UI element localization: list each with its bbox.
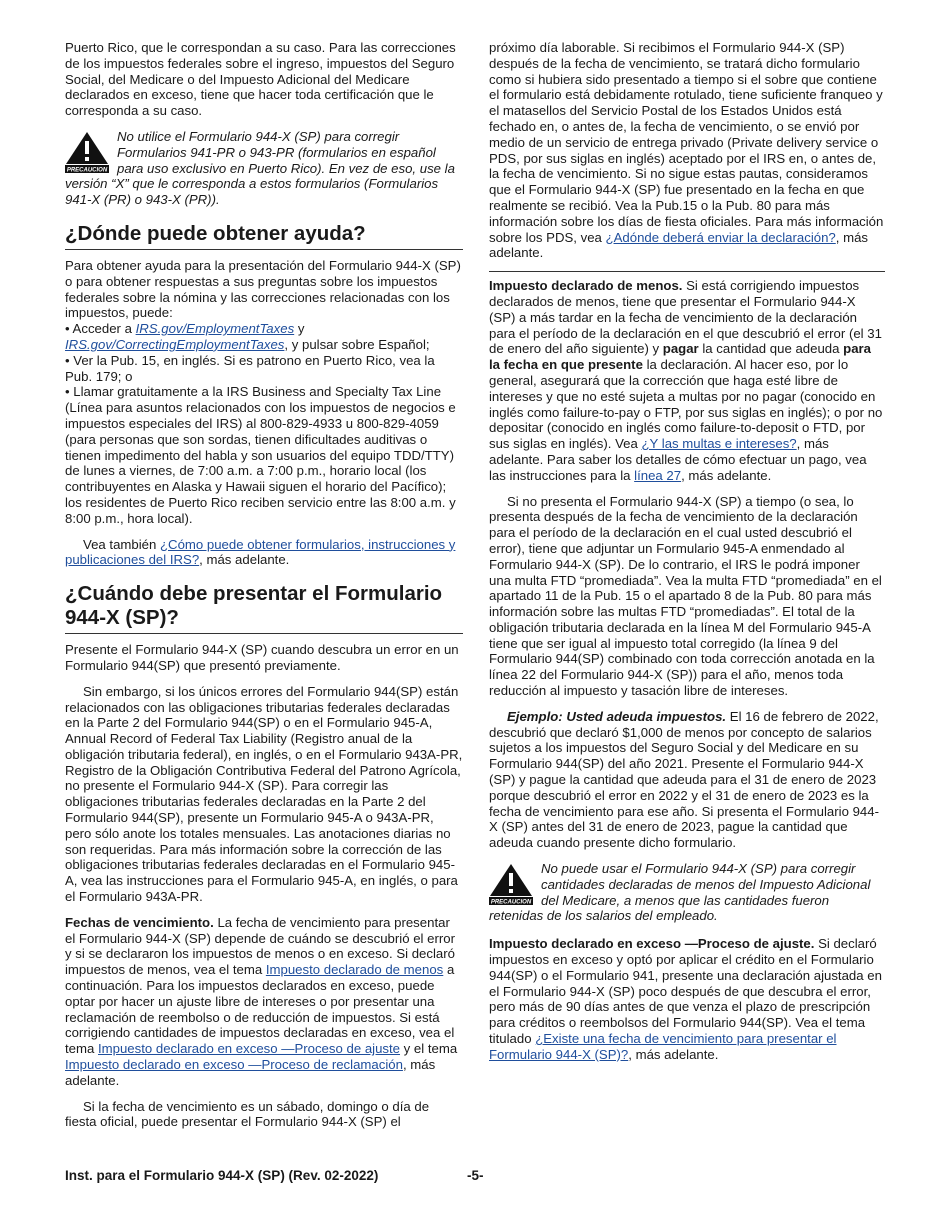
link-line-27[interactable]: línea 27 (634, 467, 682, 483)
link-get-forms[interactable]: ¿Cómo puede obtener formularios, instrucciones y publicaciones del IRS? (65, 536, 456, 568)
when-paragraph-1: Presente el Formulario 944-X (SP) cuando descubra un error en un Formulario 944(SP) que presentó previamente. (65, 642, 459, 673)
svg-text:PRECAUCION: PRECAUCION (66, 167, 108, 173)
see-also-paragraph: Vea también ¿Cómo puede obtener formularios, instrucciones y publicaciones del IRS?, más adelante. (65, 536, 456, 568)
caution-icon (65, 131, 109, 173)
link-correcting-employment-taxes[interactable]: IRS.gov/CorrectingEmploymentTaxes (65, 336, 285, 352)
underreported-paragraph: Impuesto declarado de menos. Si está corrigiendo impuestos declarados de menos, tiene que presentar el Formulario 944-X (SP) a más tardar en la fecha de vencimiento de la declaración para el período de la declaración en el que descubrió el error (el 31 de enero del año siguiente) y pagar la cantidad que adeuda para la fecha en que presente la declaración. Al hacer eso, por lo general, asegurará que la corrección que haga esté libre de intereses y que no esté sujeta a multas por no pagar (conocido en inglés como failure-to-pay o FTP, por sus siglas en inglés); o por no depositar (conocido en inglés como failure-to-deposit o FTD, por sus siglas en inglés). Vea ¿Y las multas e intereses?, más adelante. Para saber los detalles de cómo efectuar un pago, vea las instrucciones para la línea 27, más adelante. (489, 278, 883, 483)
caution-note-2 (489, 861, 885, 924)
help-bullet-2: • Ver la Pub. 15, en inglés. Si es patrono en Puerto Rico, vea la Pub. 179; o (65, 352, 435, 384)
caution-text-1: No utilice el Formulario 944-X (SP) para corregir Formularios 941-PR o 943-PR (formularios en español para uso exclusivo en Puerto Rico). En vez de eso, use la versión “X” que le corresponda a estos formularios (Formularios 941-X (PR) o 943-X (PR)). (65, 128, 455, 208)
overreported-paragraph: Impuesto declarado en exceso —Proceso de ajuste. Si declaró impuestos en exceso y optó por aplicar el crédito en el Formulario 944(SP) o el Formulario 941, presente una declaración ajustada en el Formulario 944-X (SP) poco después de que descubra el error, pero más de 90 días antes de que venza el plazo de prescripción para créditos o reembolsos del Formulario 944(SP). Vea el tema titulado ¿Existe una fecha de vencimiento para presentar el Formulario 944-X (SP)?, más adelante. (489, 936, 882, 1062)
heading-help: ¿Dónde puede obtener ayuda? (65, 222, 463, 250)
section-divider (489, 271, 885, 272)
when-paragraph-2: Sin embargo, si los únicos errores del Formulario 944(SP) están relacionados con las obligaciones tributarias federales declaradas en la Parte 2 del Formulario 944(SP) o en el Formulario 945-A, Annual Record of Federal Tax Liability (Registro anual de la obligación tributaria federal), en inglés, o en el Formulario 943A-PR, Registro de la Obligación Contributiva Federal del Patrono Agrícola, no presente el Formulario 944-X (SP). Para corregir las obligaciones tributarias federales declaradas en la Parte 2 del Formulario 944(SP), presente un Formulario 945-A o 943A-PR, pero sólo anote los totales mensuales. Las anotaciones diarias no son requeridas. Para más información sobre la corrección de las obligaciones tributarias federales declaradas en el Formulario 945-A, vea las instrucciones para el Formulario 945-A, en inglés, o para el Formulario 943A-PR. (65, 683, 463, 905)
help-bullet-1: • Acceder a IRS.gov/EmploymentTaxes y IRS.gov/CorrectingEmploymentTaxes, y pulsar sobre Español; (65, 321, 430, 352)
left-column (65, 40, 463, 1140)
heading-when-file: ¿Cuándo debe presentar el Formulario 944-X (SP)? (65, 582, 463, 634)
weekend-paragraph: Si la fecha de vencimiento es un sábado, domingo o día de fiesta oficial, puede presentar el Formulario 944-X (SP) el (65, 1098, 430, 1130)
link-underreported-tax[interactable]: Impuesto declarado de menos (265, 962, 444, 978)
timely-filing-paragraph: próximo día laborable. Si recibimos el Formulario 944-X (SP) después de la fecha de vencimiento, se tratará dicho formulario como si hubiera sido presentado a tiempo si el sobre que contiene el formulario está debidamente rotulado, tiene suficiente franqueo y el matasellos del Servicio Postal de los Estados Unidos está fechado en, o antes de, la fecha de vencimiento, o se envió por medio de un servicio de entrega privado (Private delivery service o PDS, por sus siglas en inglés) aceptado por el IRS en, o antes de, la fecha de vencimiento. Si no sigue estas pautas, consideramos que el Formulario 944-X (SP) fue presentado en la fecha en que realmente se recibió. Vea la Pub.15 o la Pub. 80 para más información sobre los días de fiesta oficiales. Para más información sobre los PDS, vea ¿Adónde deberá enviar la declaración?, más adelante. (489, 40, 884, 261)
link-where-send[interactable]: ¿Adónde deberá enviar la declaración? (605, 229, 836, 245)
right-column (489, 40, 885, 1073)
svg-text:PRECAUCION: PRECAUCION (490, 899, 532, 906)
help-intro: Para obtener ayuda para la presentación del Formulario 944-X (SP) o para obtener respuestas a sus preguntas sobre los impuestos federales sobre la nómina y las correcciones relacionadas con los impuestos, puede: (65, 257, 461, 321)
link-employment-taxes[interactable]: IRS.gov/EmploymentTaxes (135, 321, 295, 337)
link-due-date-944x[interactable]: ¿Existe una fecha de vencimiento para presentar el Formulario 944-X (SP)? (489, 1031, 837, 1062)
caution-text-2: No puede usar el Formulario 944-X (SP) para corregir cantidades declaradas de menos del Impuesto Adicional del Medicare, a menos que las cantidades fueron retenidas de los salarios del empleado. (489, 861, 871, 924)
intro-paragraph: Puerto Rico, que le correspondan a su caso. Para las correcciones de los impuestos federales sobre el ingreso, impuestos del Seguro Social, del Medicare o del Impuesto Adicional del Medicare declarados en exceso, tiene que hacer toda certificación que le corresponda a su caso. (65, 40, 456, 119)
late-filing-paragraph: Si no presenta el Formulario 944-X (SP) a tiempo (o sea, lo presenta después de la fecha de vencimiento de la declaración para el período de la declaración en el cual usted descubrió el error), tiene que adjuntar un Formulario 945-A enmendado al Formulario 944-X (SP). De lo contrario, el IRS le podrá imponer una multa FTD “promediada”. Vea la multa FTD “promediada” en el apartado 11 de la Pub. 15 o el apartado 8 de la Pub. 80 para más información sobre las multas FTD “promediadas”. El total de la obligación tributaria declarada en la línea M del Formulario 945-A tiene que ser igual al impuesto total corregido (la línea 9 del Formulario 944(SP) combinado con toda corrección anotada en la línea 22 del Formulario 944-X (SP)) para el año, menos toda reducción al impuesto y tasación libre de intereses. (489, 493, 882, 699)
page-number: -5- (467, 1168, 484, 1183)
example-paragraph: Ejemplo: Usted adeuda impuestos. El 16 de febrero de 2022, descubrió que declaró $1,000 de menos por concepto de salarios sujetos a los impuestos del Seguro Social y del Medicare en su Formulario 944(SP) del año 2021. Presente el Formulario 944-X (SP) y pague la cantidad que adeuda para el 31 de enero de 2023 porque descubrió el error en 2022 y el 31 de enero de 2023 es la fecha de vencimiento para ese año. Si presenta el Formulario 944-X (SP) antes del 31 de enero de 2023, pague la cantidad que adeuda cuando presente dicho formulario. (489, 708, 879, 851)
page-footer (65, 1168, 885, 1183)
caution-icon (489, 863, 533, 905)
footer-title: Inst. para el Formulario 944-X (SP) (Rev. 02-2022) (65, 1168, 379, 1183)
link-overreported-claim[interactable]: Impuesto declarado en exceso —Proceso de reclamación (65, 1057, 403, 1073)
help-bullet-3: • Llamar gratuitamente a la IRS Business and Specialty Tax Line (Línea para asuntos relacionados con los impuestos de negocios e impuestos especiales del IRS) al 800-829-4933 u 800-829-4059 (para personas que son sordas, tienen dificultades auditivas o tienen impedimento del habla y son usuarios del equipo TDD/TTY) de lunes a viernes, de 7:00 a.m. a 7:00 p.m., horario local (los contribuyentes en Alaska y Hawaii siguen el horario del Pacífico); los residentes de Puerto Rico reciben servicio entre las 8:00 a.m. y 8:00 p.m., hora local). (65, 384, 456, 526)
caution-note-1 (65, 129, 463, 208)
link-penalties-interest[interactable]: ¿Y las multas e intereses? (641, 436, 797, 452)
due-dates-paragraph: Fechas de vencimiento. La fecha de vencimiento para presentar el Formulario 944-X (SP) depende de cuándo se descubrió el error y si se declararon los impuestos de menos o en exceso. Si declaró impuestos de menos, vea el tema Impuesto declarado de menos a continuación. Para los impuestos declarados en exceso, puede optar por hacer un ajuste libre de intereses o por presentar una reclamación de reembolso o de reducción de impuestos. Si está corrigiendo cantidades de impuestos declaradas en exceso, vea el tema Impuesto declarado en exceso —Proceso de ajuste y el tema Impuesto declarado en exceso —Proceso de reclamación, más adelante. (65, 914, 458, 1088)
link-overreported-adjustment[interactable]: Impuesto declarado en exceso —Proceso de ajuste (97, 1041, 401, 1057)
